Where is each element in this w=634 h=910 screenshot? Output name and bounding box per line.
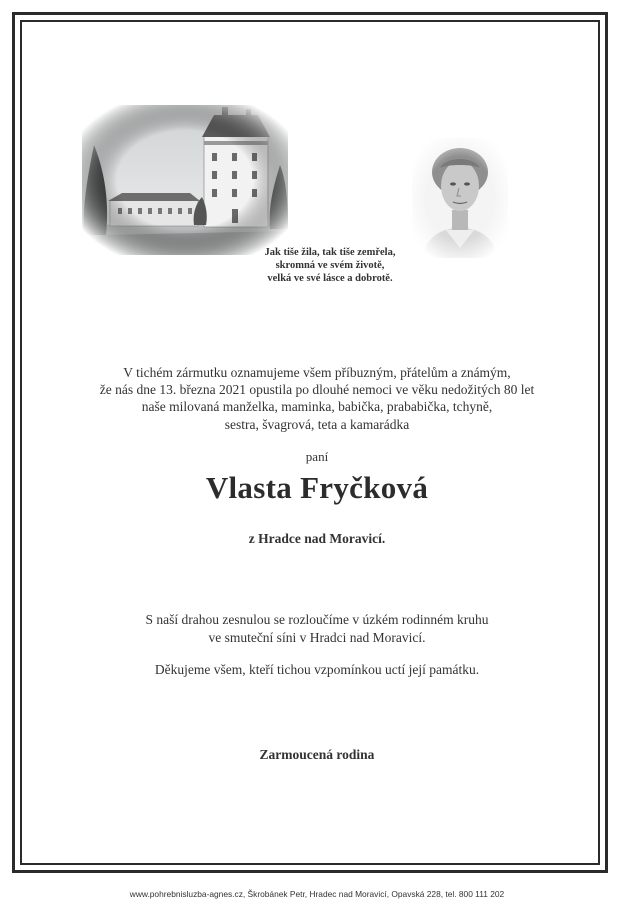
announcement-text — [40, 364, 594, 433]
poem — [250, 246, 410, 285]
poem-line: velká ve své lásce a dobrotě. — [267, 273, 393, 284]
announcement-line: V tichém zármutku oznamujeme všem příbuzným, přátelům a známým, — [123, 365, 511, 380]
honorific: paní — [305, 449, 329, 464]
announcement-line: že nás dne 13. března 2021 opustila po dlouhé nemoci ve věku nedožitých 80 let — [99, 382, 535, 398]
farewell-text — [40, 611, 594, 646]
thanks-text: Děkujeme všem, kteří tichou vzpomínkou uctí její památku. — [154, 662, 480, 677]
deceased-name: Vlasta Fryčková — [205, 470, 429, 505]
poem-line: skromná ve svém životě, — [275, 260, 385, 271]
castle-photo — [82, 105, 288, 255]
announcement-line: naše milovaná manželka, maminka, babička, prababička, tchyně, — [141, 399, 493, 415]
family-signature: Zarmoucená rodina — [259, 747, 375, 762]
farewell-line: ve smuteční síni v Hradci nad Moravicí. — [208, 629, 426, 645]
poem-line: Jak tiše žila, tak tiše zemřela, — [264, 247, 396, 258]
funeral-service-footer: www.pohrebnisluzba-agnes.cz, Škrobánek Petr, Hradec nad Moravicí, Opavská 228, tel. 800 111 202 — [129, 889, 505, 899]
deceased-origin: z Hradce nad Moravicí. — [248, 531, 386, 546]
farewell-line: S naší drahou zesnulou se rozloučíme v úzkém rodinném kruhu — [145, 612, 489, 627]
portrait-photo — [412, 138, 508, 258]
announcement-line: sestra, švagrová, teta a kamarádka — [224, 416, 410, 432]
